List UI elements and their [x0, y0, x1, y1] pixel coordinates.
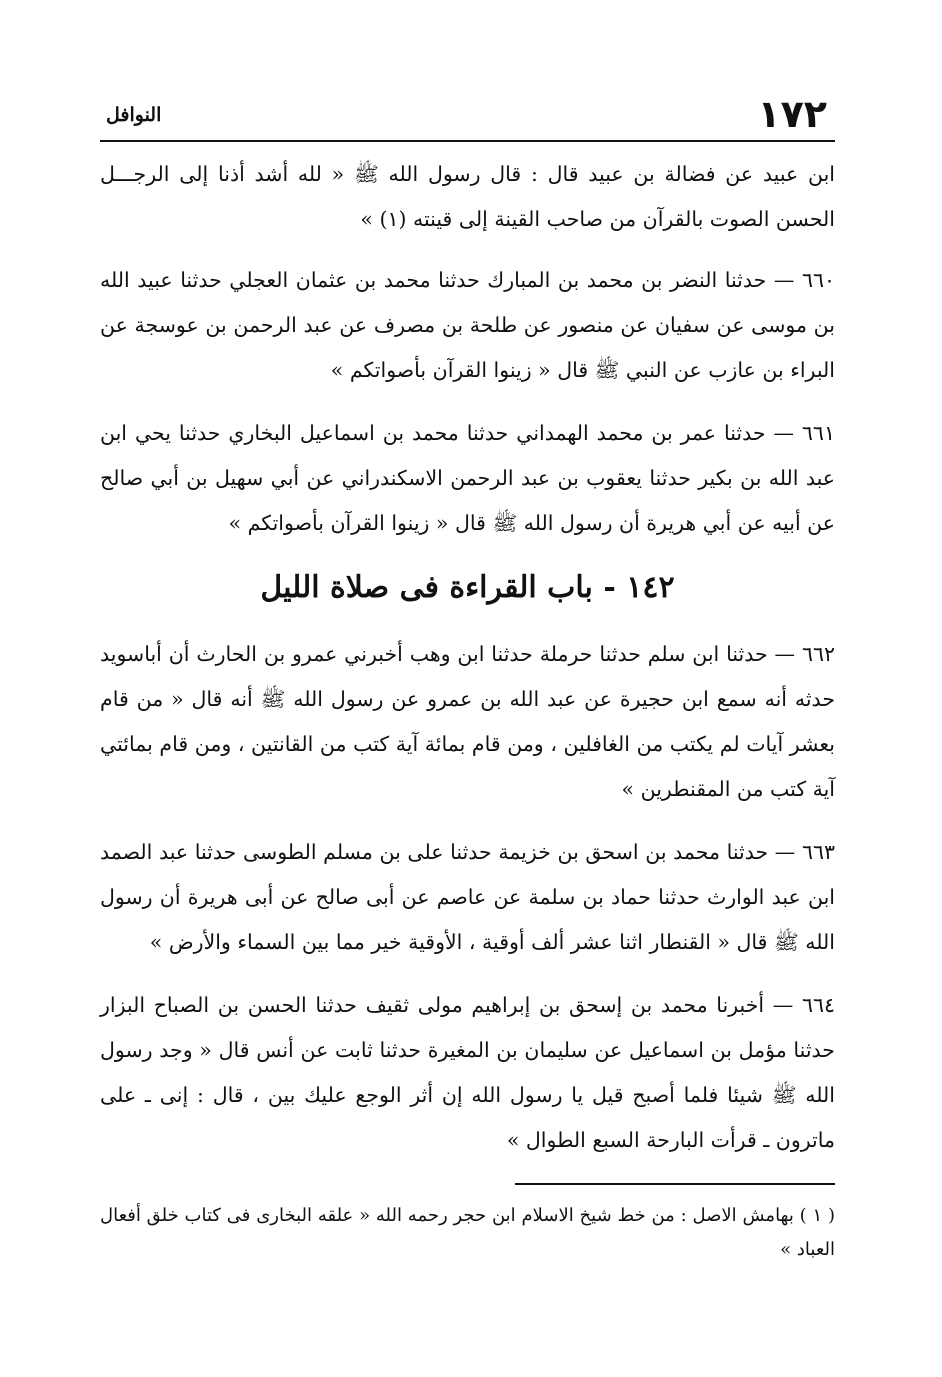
hadith-number: ٦٦١ [801, 421, 835, 445]
footnotes [100, 1199, 835, 1267]
hadith-number: ٦٦٢ [801, 642, 835, 666]
dash-separator: — [768, 840, 796, 864]
paragraph-text: حدثنا النضر بن محمد بن المبارك حدثنا محمد بن عثمان العجلي حدثنا عبيد الله بن موسى عن سفيان عن منصور عن طلحة بن مصرف عن عبد الرحمن بن عوسجة عن البراء بن عازب عن النبي ﷺ قال « زينوا القرآن بأصواتكم » [100, 268, 835, 382]
dash-separator: — [764, 993, 794, 1017]
page-number: ١٧٢ [757, 92, 827, 136]
book-page [100, 88, 835, 1267]
hadith-number: ٦٦٠ [801, 268, 835, 292]
paragraph-continuation [100, 152, 835, 242]
paragraph-text: ابن عبيد عن فضالة بن عبيد قال : قال رسول الله ﷺ « لله أشد أذنا إلى الرجـــل الحسن الصوت بالقرآن من صاحب القينة إلى قينته (١) » [100, 162, 835, 231]
paragraph-text: حدثنا ابن سلم حدثنا حرملة حدثنا ابن وهب أخبرني عمرو بن الحارث أن أباسويد حدثه أنه سمع ابن حجيرة عن عبد الله بن عمرو عن رسول الله ﷺ أنه قال « من قام بعشر آيات لم يكتب من الغافلين ، ومن قام بمائة آية كتب من القانتين ، ومن قام بمائتي آية كتب من المقنطرين » [100, 642, 835, 801]
dash-separator: — [767, 642, 796, 666]
chapter-heading: ١٤٢ - باب القراءة فى صلاة الليل [260, 570, 675, 605]
hadith-paragraph [100, 258, 835, 393]
page-header [100, 88, 835, 142]
hadith-number: ٦٦٣ [801, 840, 835, 864]
footnote-divider [515, 1183, 835, 1185]
dash-separator: — [765, 421, 794, 445]
main-text [100, 152, 835, 1163]
hadith-number: ٦٦٤ [801, 993, 835, 1017]
paragraph-text: حدثنا عمر بن محمد الهمداني حدثنا محمد بن اسماعيل البخاري حدثنا يحي ابن عبد الله بن بكير حدثنا يعقوب بن عبد الرحمن الاسكندراني عن أبي سهيل بن أبي صالح عن أبيه عن أبي هريرة أن رسول الله ﷺ قال « زينوا القرآن بأصواتكم » [100, 421, 835, 535]
hadith-paragraph [100, 983, 835, 1163]
paragraph-text: أخبرنا محمد بن إسحق بن إبراهيم مولى ثقيف حدثنا الحسن بن الصباح البزار حدثنا مؤمل بن اسماعيل عن سليمان بن المغيرة حدثنا ثابت عن أنس قال « وجد رسول الله ﷺ شيئا فلما أصبح قيل يا رسول الله إن أثر الوجع عليك بين ، قال : إنى ـ على ماترون ـ قرأت البارحة السبع الطوال » [100, 993, 835, 1152]
footnote: ( ١ ) بهامش الاصل : من خط شيخ الاسلام ابن حجر رحمه الله « علقه البخارى فى كتاب خلق أفعال العباد » [100, 1205, 835, 1260]
hadith-paragraph [100, 830, 835, 965]
paragraph-text: حدثنا محمد بن اسحق بن خزيمة حدثنا على بن مسلم الطوسى حدثنا عبد الصمد ابن عبد الوارث حدثنا حماد بن سلمة عن عاصم عن أبى صالح عن أبى هريرة أن رسول الله ﷺ قال « القنطار اثنا عشر ألف أوقية ، الأوقية خير مما بين السماء والأرض » [100, 840, 835, 954]
hadith-paragraph [100, 411, 835, 546]
running-title: النوافل [106, 104, 162, 126]
dash-separator: — [766, 268, 795, 292]
hadith-paragraph [100, 632, 835, 812]
